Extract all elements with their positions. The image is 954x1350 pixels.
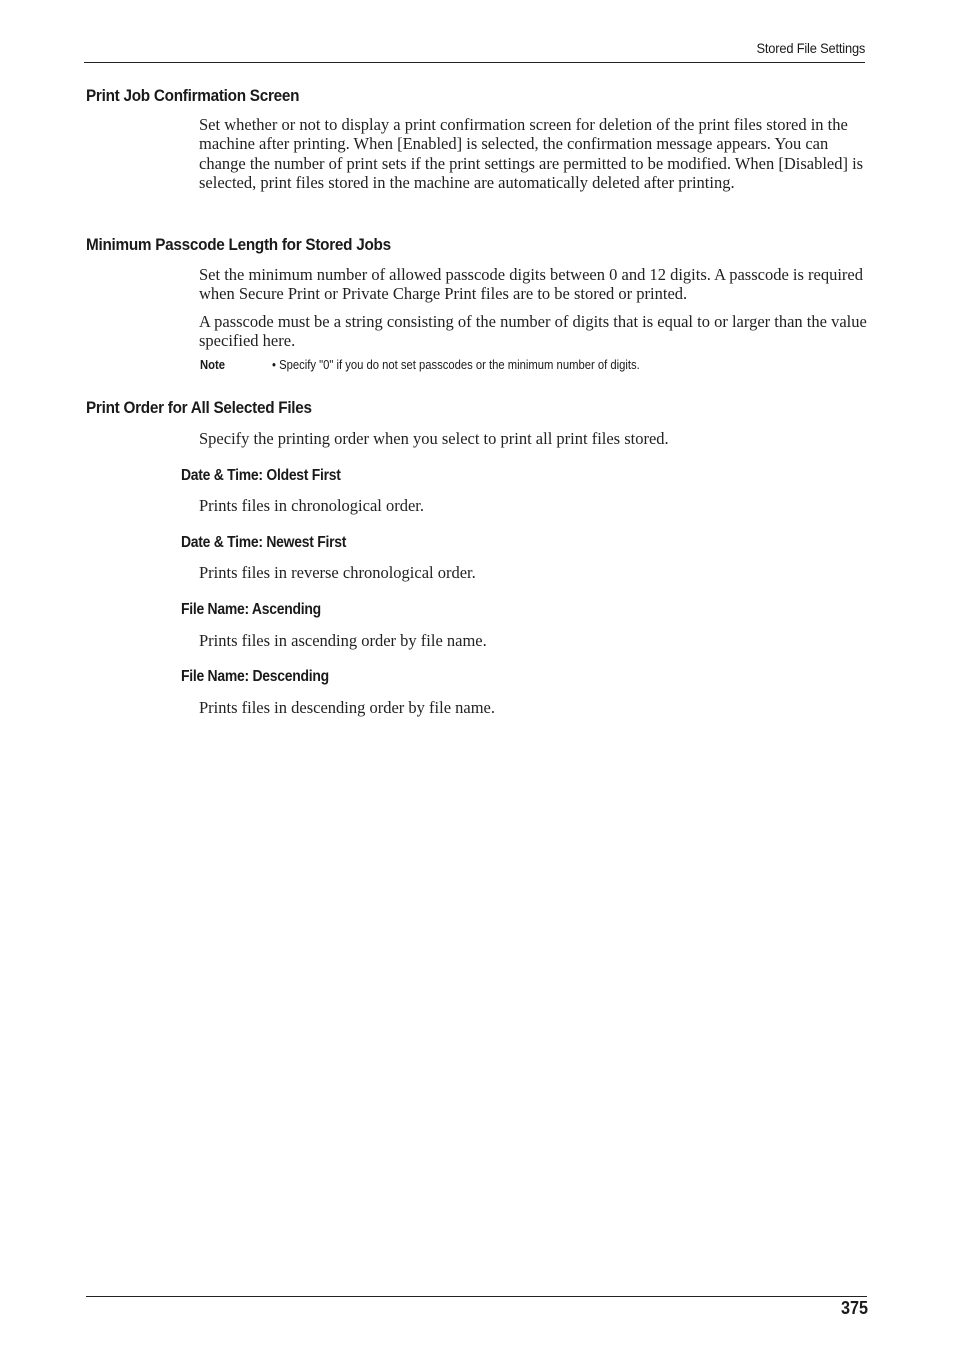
option-desc-name-ascending: Prints files in ascending order by file name. — [199, 631, 487, 650]
paragraph-print-job-confirmation: Set whether or not to display a print confirmation screen for deletion of the print files stored in the machine after printing. When [Enabled] is selected, the confirmation message appears. You can change the number of print sets if the print settings are permitted to be modified. When [Disabled] is selected, print files stored in the machine are automatically deleted after printing. — [199, 115, 864, 192]
running-header: Stored File Settings — [756, 40, 865, 56]
option-desc-name-descending: Prints files in descending order by file name. — [199, 698, 496, 717]
note-text: • Specify "0" if you do not set passcodes or the minimum number of digits. — [272, 358, 640, 372]
heading-print-order: Print Order for All Selected Files — [86, 398, 312, 417]
footer-divider — [86, 1296, 867, 1297]
option-title-newest-first: Date & Time: Newest First — [181, 534, 347, 551]
option-title-name-descending: File Name: Descending — [181, 668, 329, 685]
option-title-oldest-first: Date & Time: Oldest First — [181, 467, 341, 484]
header-divider — [84, 62, 865, 63]
paragraph-min-passcode-1: Set the minimum number of allowed passcode digits between 0 and 12 digits. A passcode is required when Secure Print or Private Charge Print files are to be stored or printed. — [199, 265, 864, 304]
option-title-name-ascending: File Name: Ascending — [181, 601, 321, 618]
option-desc-newest-first: Prints files in reverse chronological order. — [199, 563, 476, 582]
note-label: Note — [200, 358, 226, 372]
heading-print-job-confirmation: Print Job Confirmation Screen — [86, 86, 300, 105]
option-desc-oldest-first: Prints files in chronological order. — [199, 496, 424, 515]
paragraph-print-order: Specify the printing order when you select to print all print files stored. — [199, 429, 669, 448]
page-number: 375 — [840, 1298, 868, 1318]
heading-min-passcode-length: Minimum Passcode Length for Stored Jobs — [86, 235, 391, 254]
paragraph-min-passcode-2: A passcode must be a string consisting of the number of digits that is equal to or larger than the value specified here. — [199, 312, 867, 351]
